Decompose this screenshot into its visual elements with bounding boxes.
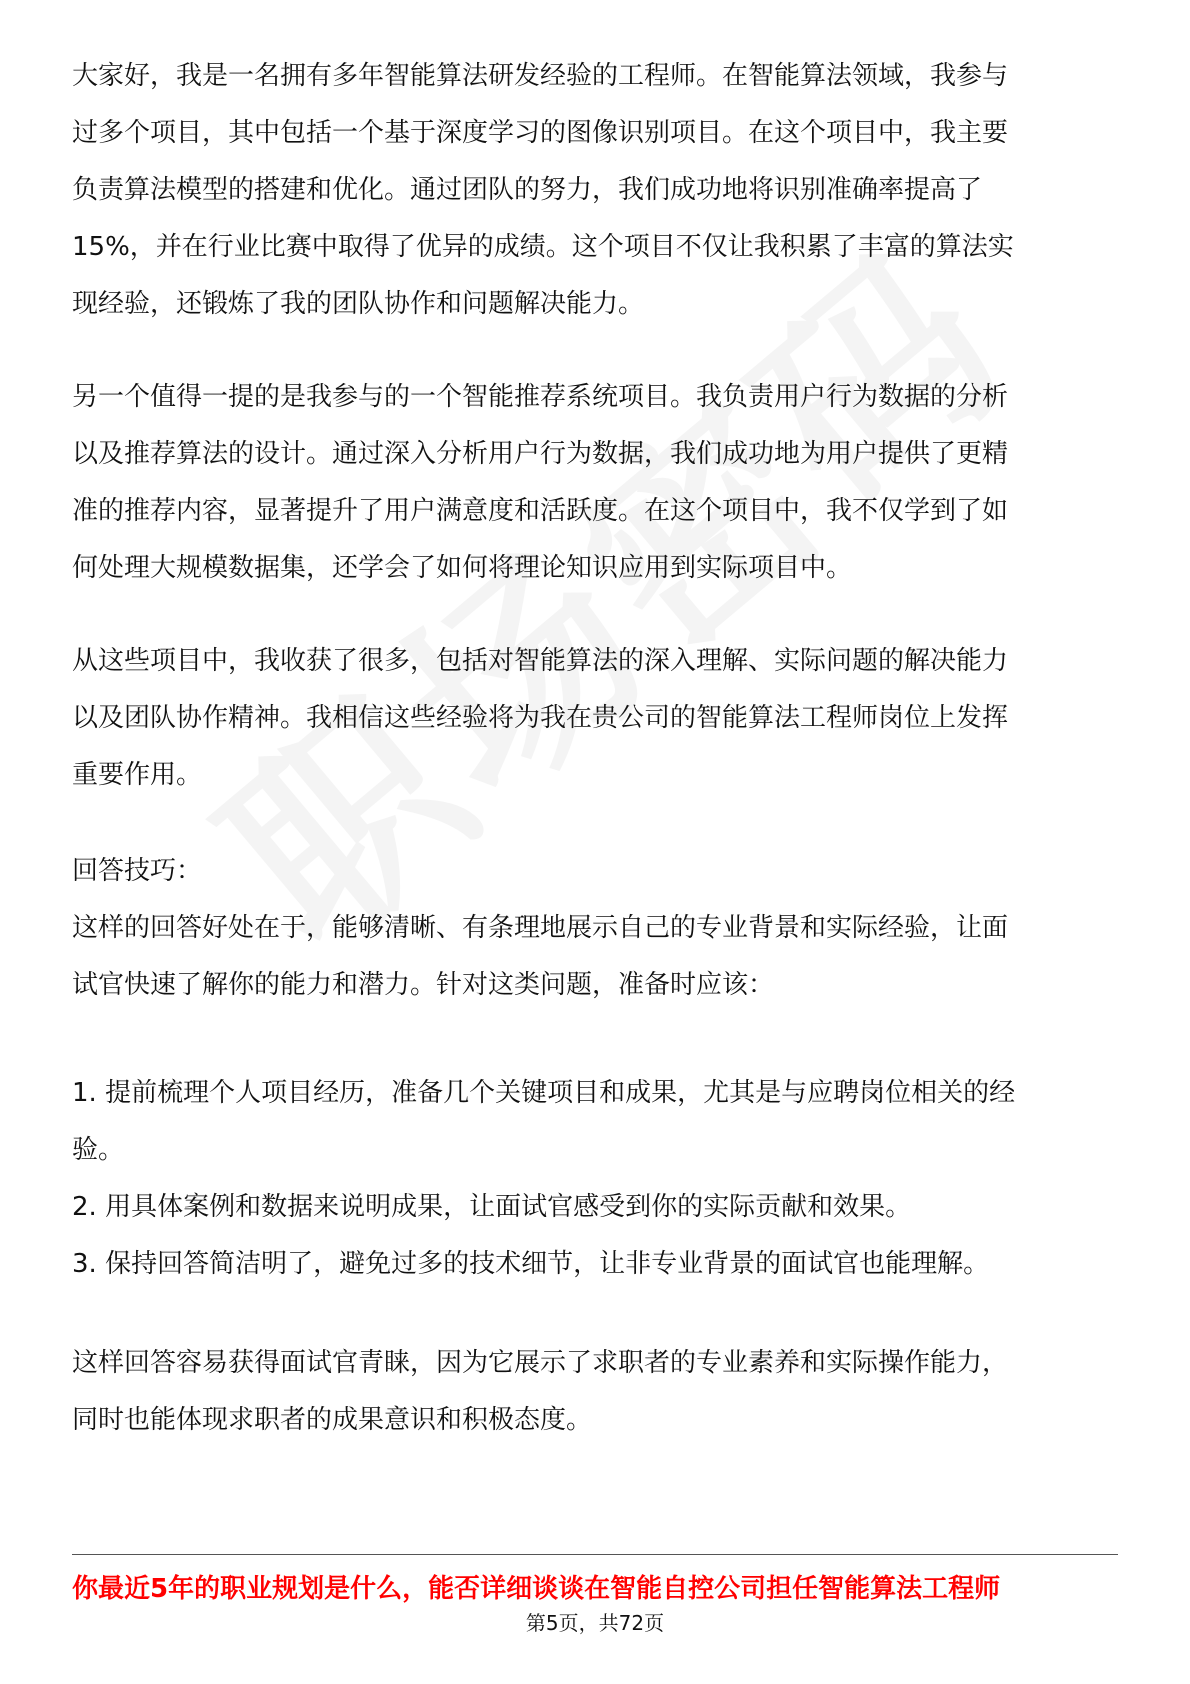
list-item: 3. 保持回答简洁明了，避免过多的技术细节，让非专业背景的面试官也能理解。 (72, 1249, 990, 1279)
text-line: 大家好，我是一名拥有多年智能算法研发经验的工程师。在智能算法领域，我参与 (72, 61, 1009, 91)
list-item: 2. 用具体案例和数据来说明成果，让面试官感受到你的实际贡献和效果。 (72, 1192, 912, 1222)
paragraph-summary (72, 633, 1120, 804)
text-line: 另一个值得一提的是我参与的一个智能推荐系统项目。我负责用户行为数据的分析 (72, 382, 1009, 412)
text-line: 准的推荐内容，显著提升了用户满意度和活跃度。在这个项目中，我不仅学到了如 (72, 496, 1009, 526)
text-line: 试官快速了解你的能力和潜力。针对这类问题，准备时应该： (72, 970, 775, 1000)
text-line: 何处理大规模数据集，还学会了如何将理论知识应用到实际项目中。 (72, 553, 853, 583)
paragraph-recommendation-project (72, 369, 1120, 597)
text-line: 这样回答容易获得面试官青睐，因为它展示了求职者的专业素养和实际操作能力， (72, 1348, 1009, 1378)
text-line: 过多个项目，其中包括一个基于深度学习的图像识别项目。在这个项目中，我主要 (72, 118, 1009, 148)
text-line: 同时也能体现求职者的成果意识和积极态度。 (72, 1405, 593, 1435)
text-line: 这样的回答好处在于，能够清晰、有条理地展示自己的专业背景和实际经验，让面 (72, 913, 1009, 943)
list-item-continuation: 验。 (72, 1135, 125, 1165)
text-line: 负责算法模型的搭建和优化。通过团队的努力，我们成功地将识别准确率提高了 (72, 175, 983, 205)
text-line: 15%，并在行业比赛中取得了优异的成绩。这个项目不仅让我积累了丰富的算法实 (72, 232, 1014, 262)
text-line: 以及团队协作精神。我相信这些经验将为我在贵公司的智能算法工程师岗位上发挥 (72, 703, 1009, 733)
tips-list (72, 1065, 1120, 1293)
paragraph-project-experience (72, 48, 1120, 333)
text-line: 从这些项目中，我收获了很多，包括对智能算法的深入理解、实际问题的解决能力 (72, 646, 1009, 676)
section-divider (72, 1554, 1118, 1555)
text-line: 以及推荐算法的设计。通过深入分析用户行为数据，我们成功地为用户提供了更精 (72, 439, 1009, 469)
answer-tips-section (72, 843, 1120, 1014)
tips-heading: 回答技巧： (72, 856, 203, 886)
paragraph-conclusion (72, 1335, 1120, 1449)
list-item: 1. 提前梳理个人项目经历，准备几个关键项目和成果，尤其是与应聘岗位相关的经 (72, 1078, 1016, 1108)
page-number: 第5页，共72页 (525, 1611, 665, 1635)
text-line: 重要作用。 (72, 760, 203, 790)
text-line: 现经验，还锻炼了我的团队协作和问题解决能力。 (72, 289, 645, 319)
next-question-heading: 你最近5年的职业规划是什么，能否详细谈谈在智能自控公司担任智能算法工程师 (72, 1574, 1001, 1604)
